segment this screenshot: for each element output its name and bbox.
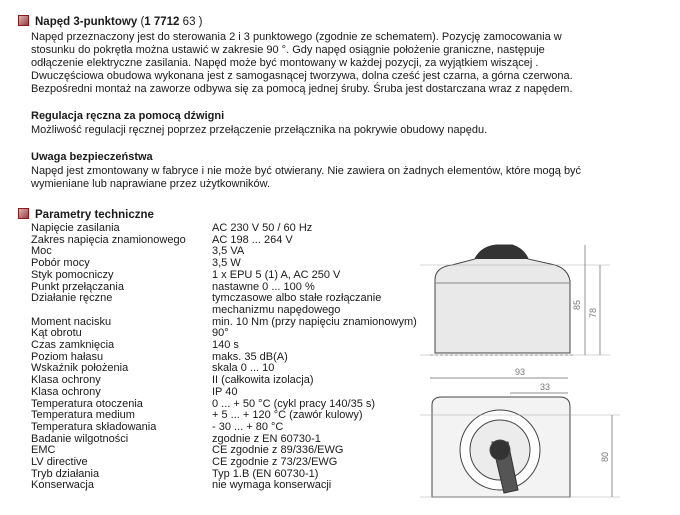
dim-top-width: 93: [514, 367, 526, 377]
param-label: Działanie ręczne: [31, 292, 113, 305]
params-heading: [18, 208, 154, 221]
safety-heading: Uwaga bezpieczeństwa: [31, 151, 153, 163]
param-label: Poziom hałasu: [31, 350, 104, 363]
manual-text: [31, 124, 631, 137]
top-view: [420, 378, 620, 497]
param-value: CE zgodnie z 89/336/EWG: [212, 444, 344, 457]
param-value: skala 0 ... 10: [212, 362, 275, 375]
param-label: EMC: [31, 444, 56, 457]
param-label: Moment nacisku: [31, 315, 112, 328]
params-table: [31, 223, 417, 492]
param-label: Czas zamknięcia: [31, 339, 115, 352]
param-value: AC 198 ... 264 V: [212, 233, 293, 246]
text-line: Napęd jest zmontowany w fabryce i nie może być otwierany. Nie zawiera on żadnych elementów, które mogą być: [31, 165, 582, 177]
param-value: - 30 ... + 80 °C: [212, 420, 284, 433]
param-value: + 5 ... + 120 °C (zawór kulowy): [212, 409, 363, 422]
safety-text: [31, 165, 631, 191]
param-label: Konserwacja: [31, 479, 94, 492]
param-row: [31, 387, 417, 399]
param-value: mechanizmu napędowego: [212, 303, 341, 316]
param-label: Tryb działania: [31, 467, 100, 480]
param-value: 3,5 W: [212, 257, 241, 270]
param-value: 140 s: [212, 339, 239, 352]
param-value: CE zgodnie z 73/23/EWG: [212, 456, 338, 469]
text-line: odłączenie elektryczne zasilania. Napęd może być montowany w każdej pozycji, za wyjątkiem wiszącej .: [31, 57, 539, 69]
param-value: 1 x EPU 5 (1) A, AC 250 V: [212, 268, 341, 281]
param-label: Styk pomocniczy: [31, 268, 114, 281]
text-line: Napęd przeznaczony jest do sterowania 2 i 3 punktowego (zgodnie ze schematem). Pozycję zamocowania w: [31, 31, 562, 43]
param-value: 3,5 VA: [212, 245, 245, 258]
param-label: Punkt przełączania: [31, 280, 124, 293]
param-label: Klasa ochrony: [31, 374, 101, 387]
dim-side-outer: 85: [572, 299, 582, 311]
param-label: Temperatura składowania: [31, 420, 157, 433]
param-label: [31, 305, 212, 317]
param-value: Typ 1.B (EN 60730-1): [212, 467, 319, 480]
dim-top-height: 80: [600, 451, 610, 463]
param-value: 0 ... + 50 °C (cykl pracy 140/35 s): [212, 397, 376, 410]
drive-heading: [18, 15, 203, 28]
text-line: Dwuczęściowa obudowa wykonana jest z samogasnącej tworzywa, dolna cześć jest czarna, a górna czerwona.: [31, 70, 573, 82]
param-row: [31, 340, 417, 352]
param-value: min. 10 Nm (przy napięciu znamionowym): [212, 315, 417, 328]
param-value: AC 230 V 50 / 60 Hz: [212, 222, 313, 234]
param-label: Napięcie zasilania: [31, 222, 120, 234]
param-label: Badanie wilgotności: [31, 432, 129, 445]
text-line: Możliwość regulacji ręcznej poprzez przełączenie przełącznika na pokrywie obudowy napędu.: [31, 124, 488, 136]
drive-description: [31, 31, 631, 96]
param-value: tymczasowe albo stałe rozłączanie: [212, 292, 382, 305]
text-line: wymieniane lub naprawiane przez użytkowników.: [31, 178, 271, 190]
param-label: Moc: [31, 245, 52, 258]
param-label: Wskaźnik położenia: [31, 362, 129, 375]
param-value: zgodnie z EN 60730-1: [212, 432, 321, 445]
param-row: [31, 270, 417, 282]
param-label: Klasa ochrony: [31, 385, 101, 398]
bullet-square-icon: [18, 15, 29, 26]
param-value: II (całkowita izolacja): [212, 374, 314, 387]
text-line: stosunku do pokrętła można ustawić w zakresie 90 °. Gdy napęd osiągnie położenie graniczne, następuje: [31, 44, 545, 56]
actuator-drawing: [400, 235, 640, 510]
dim-side-inner: 78: [588, 307, 598, 319]
param-value: maks. 35 dB(A): [212, 350, 288, 363]
param-value: IP 40: [212, 385, 238, 398]
param-row: [31, 422, 417, 434]
param-label: Kąt obrotu: [31, 327, 82, 340]
param-label: Zakres napięcia znamionowego: [31, 233, 186, 246]
param-row: [31, 457, 417, 469]
params-title: Parametry techniczne: [35, 209, 154, 221]
param-label: LV directive: [31, 456, 88, 469]
drive-title: Napęd 3-punktowy: [35, 16, 138, 28]
param-row: [31, 223, 417, 235]
bullet-square-icon: [18, 208, 29, 219]
param-row: [31, 305, 417, 317]
param-label: Temperatura medium: [31, 409, 135, 422]
drive-code: (1 7712 63 ): [140, 16, 203, 28]
text-line: Bezpośredni montaż na zaworze odbywa się za pomocą jednej śruby. Śruba jest dostarczana wraz z napędem.: [31, 83, 573, 95]
manual-heading: Regulacja ręczna za pomocą dźwigni: [31, 110, 225, 122]
param-label: Temperatura otoczenia: [31, 397, 143, 410]
param-value: nastawne 0 ... 100 %: [212, 280, 315, 293]
param-row: [31, 480, 417, 492]
dim-top-offset: 33: [539, 382, 551, 392]
param-value: 90°: [212, 327, 229, 340]
param-value: nie wymaga konserwacji: [212, 479, 332, 492]
param-label: Pobór mocy: [31, 257, 90, 270]
